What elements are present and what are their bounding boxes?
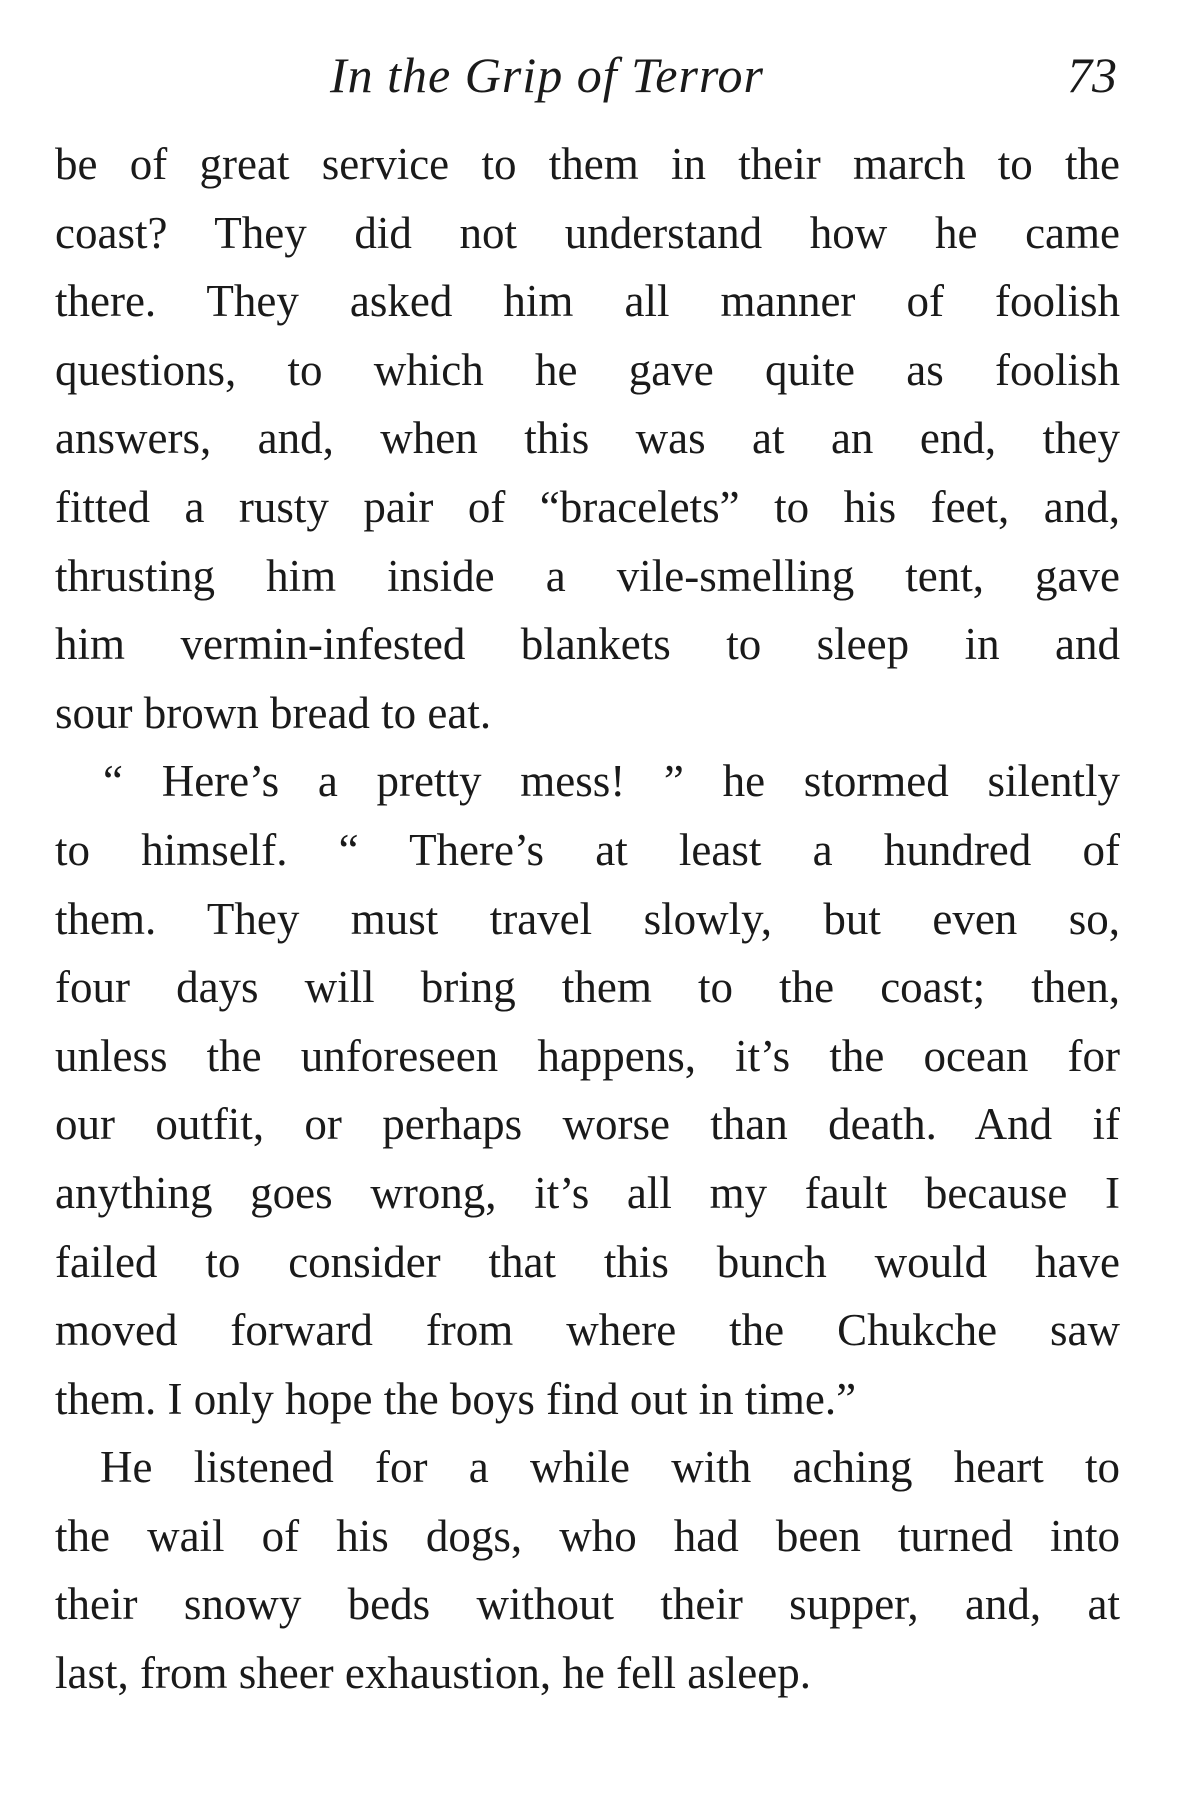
text-line: there. They asked him all manner of foolish bbox=[55, 276, 1120, 327]
text-line: four days will bring them to the coast; then, bbox=[55, 962, 1120, 1013]
text-line: anything goes wrong, it’s all my fault because I bbox=[55, 1167, 1120, 1218]
text-line: them. They must travel slowly, but even so, bbox=[55, 893, 1120, 944]
text-line: He listened for a while with aching heart to bbox=[100, 1442, 1120, 1493]
text-line: him vermin-infested blankets to sleep in and bbox=[55, 619, 1120, 670]
text-line: our outfit, or perhaps worse than death. And if bbox=[55, 1099, 1120, 1150]
text-line: their snowy beds without their supper, and, at bbox=[55, 1579, 1120, 1630]
running-head bbox=[0, 40, 1192, 110]
text-line: sour brown bread to eat. bbox=[55, 687, 492, 738]
text-line: coast? They did not understand how he came bbox=[55, 207, 1120, 258]
text-line: the wail of his dogs, who had been turned into bbox=[55, 1510, 1120, 1561]
page-number: 73 bbox=[1067, 47, 1117, 103]
text-line: thrusting him inside a vile-smelling tent, gave bbox=[55, 550, 1120, 601]
text-line: moved forward from where the Chukche saw bbox=[55, 1305, 1120, 1356]
text-line: be of great service to them in their march to the bbox=[55, 139, 1120, 189]
body-text bbox=[55, 130, 1120, 1708]
text-line: them. I only hope the boys find out in time.” bbox=[55, 1373, 857, 1424]
text-line: unless the unforeseen happens, it’s the ocean for bbox=[55, 1030, 1120, 1081]
text-line: questions, to which he gave quite as foolish bbox=[55, 344, 1120, 395]
text-line: to himself. “ There’s at least a hundred of bbox=[55, 824, 1120, 875]
text-line: fitted a rusty pair of “bracelets” to his feet, and, bbox=[55, 481, 1120, 532]
text-line: last, from sheer exhaustion, he fell asleep. bbox=[55, 1648, 811, 1699]
text-line: “ Here’s a pretty mess! ” he stormed silently bbox=[103, 756, 1120, 807]
text-line: answers, and, when this was at an end, they bbox=[55, 413, 1120, 464]
text-line: failed to consider that this bunch would have bbox=[55, 1236, 1120, 1287]
running-title: In the Grip of Terror bbox=[330, 47, 765, 103]
